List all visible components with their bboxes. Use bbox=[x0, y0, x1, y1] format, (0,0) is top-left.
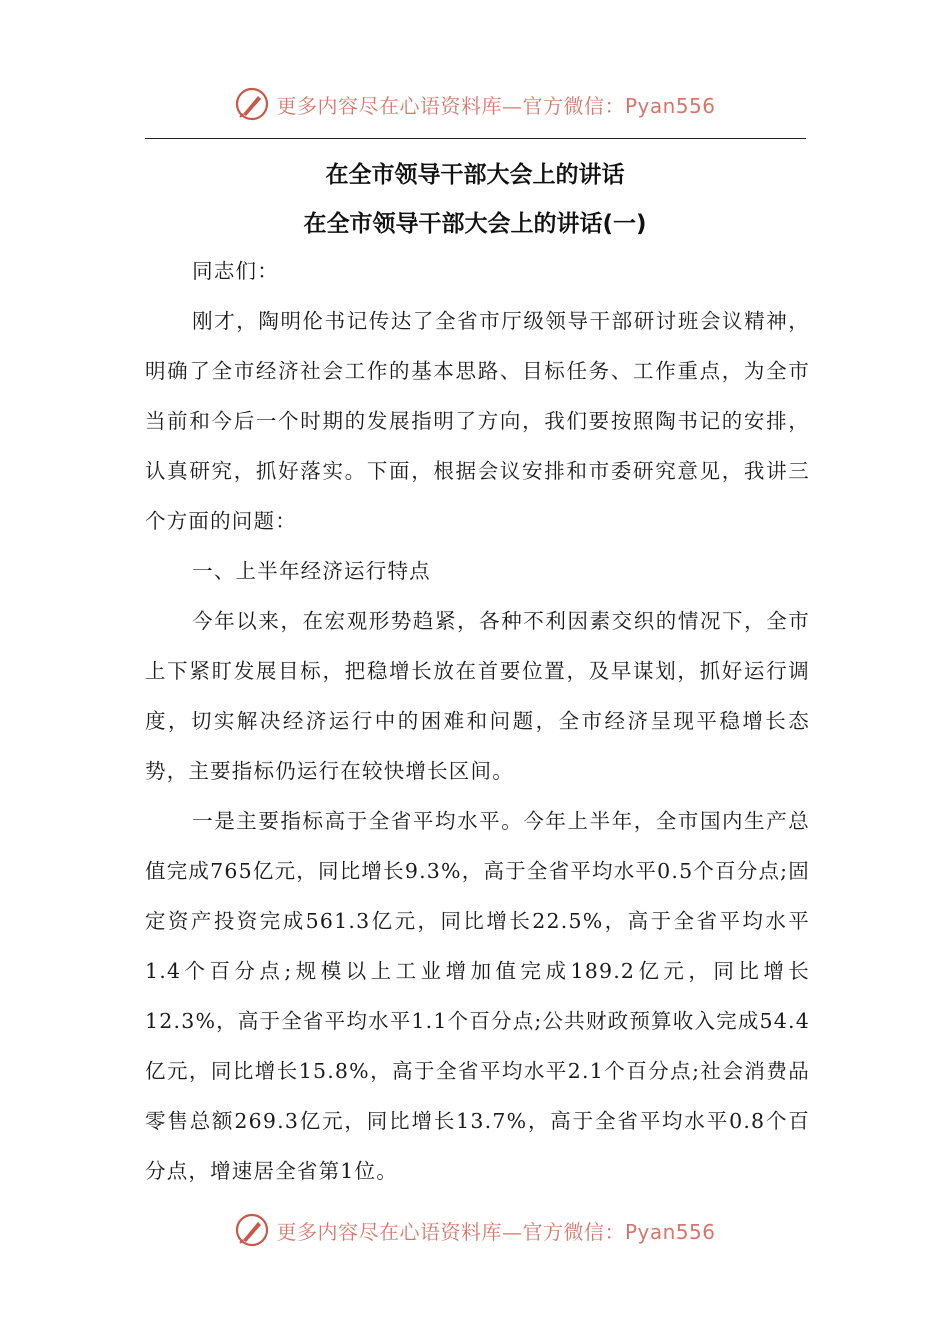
document-body bbox=[145, 246, 810, 1196]
header-watermark-banner bbox=[0, 84, 950, 124]
banner-wechat-id: Pyan556 bbox=[624, 93, 716, 118]
document-subtitle: 在全市领导干部大会上的讲话(一) bbox=[303, 211, 647, 237]
paragraph-overview: 今年以来，在宏观形势趋紧，各种不利因素交织的情况下，全市上下紧盯发展目标，把稳增长放在首要位置，及早谋划，抓好运行调度，切实解决经济运行中的困难和问题，全市经济呈现平稳增长态势，主要指标仍运行在较快增长区间。 bbox=[145, 609, 810, 783]
banner-slogan: 更多内容尽在心语资料库—官方微信： bbox=[276, 1219, 625, 1244]
footer-watermark-banner bbox=[0, 1210, 950, 1250]
header-divider bbox=[145, 138, 806, 139]
quill-pen-logo-icon bbox=[234, 1212, 270, 1248]
paragraph-indicators: 一是主要指标高于全省平均水平。今年上半年，全市国内生产总值完成765亿元，同比增长9.3%，高于全省平均水平0.5个百分点;固定资产投资完成561.3亿元，同比增长22.5%，高于全省平均水平1.4个百分点;规模以上工业增加值完成189.2亿元，同比增长12.3%，高于全省平均水平1.1个百分点;公共财政预算收入完成54.4亿元，同比增长15.8%，高于全省平均水平2.1个百分点;社会消费品零售总额269.3亿元，同比增长13.7%，高于全省平均水平0.8个百分点，增速居全省第1位。 bbox=[145, 809, 810, 1183]
section-heading: 一、上半年经济运行特点 bbox=[192, 559, 431, 583]
paragraph-intro: 刚才，陶明伦书记传达了全省市厅级领导干部研讨班会议精神，明确了全市经济社会工作的基本思路、目标任务、工作重点，为全市当前和今后一个时期的发展指明了方向，我们要按照陶书记的安排，认真研究，抓好落实。下面，根据会议安排和市委研究意见，我讲三个方面的问题： bbox=[145, 309, 810, 533]
quill-pen-logo-icon bbox=[234, 86, 270, 122]
banner-text bbox=[276, 1216, 715, 1245]
banner-slogan: 更多内容尽在心语资料库—官方微信： bbox=[276, 93, 625, 118]
banner-text bbox=[276, 90, 715, 119]
salutation: 同志们： bbox=[192, 259, 279, 283]
document-title: 在全市领导干部大会上的讲话 bbox=[325, 162, 625, 188]
banner-wechat-id: Pyan556 bbox=[624, 1219, 716, 1244]
